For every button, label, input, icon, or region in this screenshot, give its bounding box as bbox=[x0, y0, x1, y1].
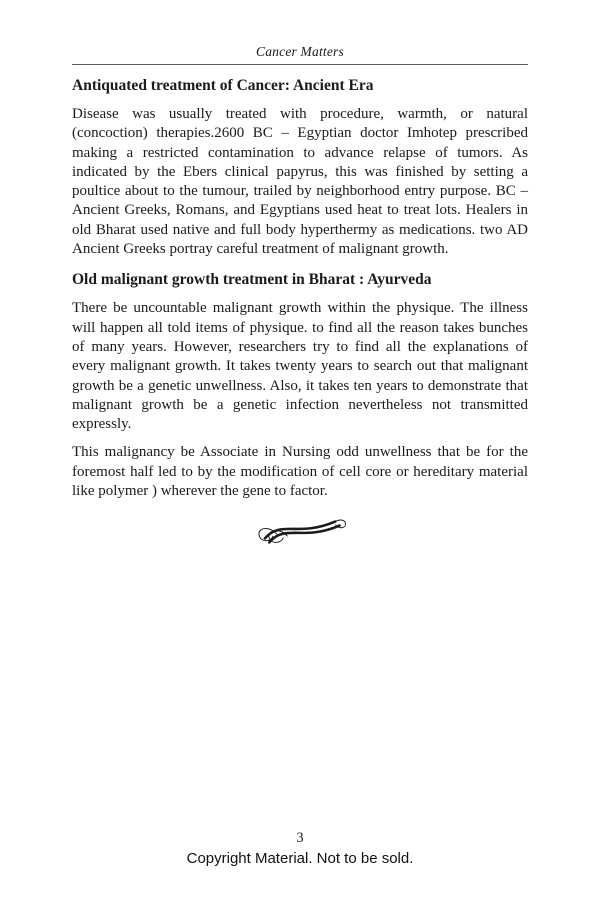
paragraph: There be uncountable malignant growth within the physique. The illness will happen all told items of physique. to find all the reason takes bunches of many years. However, researchers try to find all the explanations of every malignant growth. It takes twenty years to search out that malignant growth be a genetic unwellness. Also, it takes ten years to demonstrate that malignant growth be a genetic infection nevertheless not transmitted expressly. bbox=[72, 300, 528, 433]
section-heading-ancient-era: Antiquated treatment of Cancer: Ancient Era bbox=[72, 77, 374, 94]
paragraph: This malignancy be Associate in Nursing odd unwellness that be for the foremost half led to by the modification of cell core or hereditary material like polymer ) wherever the gene to factor. bbox=[72, 444, 528, 500]
swash-ornament-icon bbox=[72, 513, 528, 552]
paragraph: Disease was usually treated with procedure, warmth, or natural (concoction) therapies.2600 BC – Egyptian doctor Imhotep prescribed making a restricted contamination to advance relapse of tumors. As indicated by the Ebers clinical papyrus, this was finished by setting a poultice about to the tumour, trailed by neighborhood entry purpose. BC – Ancient Greeks, Romans, and Egyptians used heat to treat lots. Healers in old Bharat used native and full body hyperthermy as medications. two AD Ancient Greeks portray careful treatment of malignant growth. bbox=[72, 106, 528, 258]
section-heading-ayurveda: Old malignant growth treatment in Bharat : Ayurveda bbox=[72, 271, 432, 289]
page-number: 3 bbox=[296, 830, 304, 846]
copyright-notice: Copyright Material. Not to be sold. bbox=[186, 850, 414, 867]
page-content bbox=[72, 0, 528, 552]
running-header: Cancer Matters bbox=[72, 0, 528, 65]
